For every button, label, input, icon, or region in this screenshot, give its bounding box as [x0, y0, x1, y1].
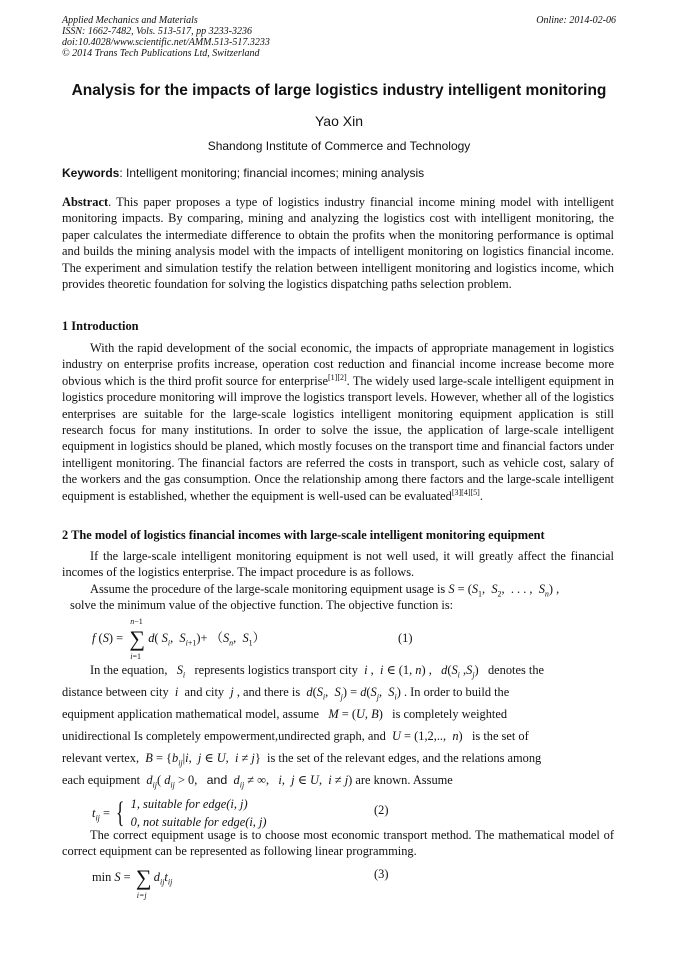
solve-line: solve the minimum value of the objective function. The objective function is: [70, 598, 454, 613]
eq2-case-2: 0, not suitable for edge(i, j) [130, 815, 267, 829]
assume-text: Assume the procedure of the large-scale monitoring equipment usage is [90, 581, 446, 596]
author-name: Yao Xin [315, 113, 363, 129]
def-text-1: In the equation, [90, 663, 168, 677]
definitions-line-1: In the equation, $S_i$ represents logistics transport city i , i ∈ (1, n) , $d(S_i$ $,S_j$) denotes the [90, 663, 545, 680]
def-text-4: distance between city [62, 685, 169, 699]
definitions-line-5: relevant vertex, $B = \{b_{ij}|i$, j ∈ U, i ≠ j} is the set of the relevant edges, and the relations among [62, 751, 542, 768]
equation-1-number: (1) [398, 631, 413, 645]
equation-1: f (S) = n−1 ∑ i=1 d( $S_i$, $S_{i+1})+ (S_n$, $S_1$） [92, 617, 266, 661]
doi-line: doi:10.4028/www.scientific.net/AMM.513-517.3233 [62, 37, 270, 48]
section-2-intro [62, 548, 614, 614]
section-2-heading: 2 The model of logistics financial incomes with large-scale intelligent monitoring equipment [62, 528, 545, 542]
abstract-text: . This paper proposes a type of logistics industry financial income mining model with intelligent monitoring impacts. By comparing, mining and analyzing the logistics cost with intelligent monitoring, the paper calculates the intermediate difference to obtain the profits when the monitoring performance is optimal and builds the mining analysis model with the impacts of intelligent monitoring on logistics financial income. The experiment and simulation testify the relation between intelligent monitoring and logistics income, which provides theoretic foundation for solving the logistics dispatching paths selection problem. [62, 195, 614, 292]
def-text-10: unidirectional Is completely empowerment,undirected graph, and [62, 729, 386, 743]
equation-3: min S = ∑ i=j $d_{ij}t_{ij}$ [92, 865, 173, 900]
def-text-12: relevant vertex, [62, 751, 140, 765]
def-text-14: each equipment [62, 773, 141, 787]
def-text-15: are known. Assume [355, 773, 453, 787]
def-and: and [206, 773, 228, 787]
intro-text-b: . The widely used large-scale intelligent equipment in logistics procedure monitoring will improve the logistics transport levels. However, whether all of the logistics enterprises are suitable for the large-scale logistics intelligent monitoring equipment application is still research focus for many institutions. In order to solve the issue, the application of large-scale intelligent equipment in logistics should be planed, which mostly focuses on the transport time and financial factors under intelligent monitoring. The financial factors are referred the costs in transport, such as vehicle cost, salary of the workers and the gas consumption. Once the relationship among there factors and the large-scale intelligent equipment is established, whether the equipment is well-used can be evaluated [62, 373, 614, 503]
definitions-line-3: equipment application mathematical model, assume M = (U, B) is completely weighted [62, 707, 508, 721]
def-text-11: is the set of [471, 729, 529, 743]
equation-2: $t_{ij}$ = { 1, suitable for edge(i, j) 0, not suitable for edge(i, j) [92, 796, 267, 829]
def-text-3: denotes the [487, 663, 545, 677]
abstract [62, 194, 614, 292]
section-1-body [62, 340, 614, 504]
eq2-case-1: 1, suitable for edge(i, j) [130, 797, 248, 811]
def-text-13: is the set of the relevant edges, and the relations among [267, 751, 542, 765]
definitions-line-4: unidirectional Is completely empowerment,undirected graph, and U = (1,2,.., n) is the set of [62, 729, 529, 743]
def-text-8: equipment application mathematical model, assume [62, 707, 320, 721]
def-text-6: , and there is [236, 685, 301, 699]
intro-text-c: . [479, 488, 483, 503]
keywords-label: Keywords [62, 166, 120, 180]
abstract-label: Abstract [62, 195, 109, 209]
affiliation: Shandong Institute of Commerce and Technology [207, 139, 471, 153]
definitions-line-2: distance between city i and city j , and there is $d(S_i$, $S_j) = d(S_j$, $S_i$) . In order to build the [62, 685, 510, 702]
section-2-para-2: Assume the procedure of the large-scale monitoring equipment usage is $S = (S_1$, $S_2$, . . . , $S_n$) , [90, 581, 560, 599]
keywords [62, 166, 622, 180]
journal-header [62, 15, 616, 59]
linear-programming-text: The correct equipment usage is to choose most economic transport method. The mathematical model of correct equipment can be represented as following linear programming. [62, 828, 614, 859]
intro-text-a: With the rapid development of the social economic, the impacts of appropriate management in logistics industry on enterprise profits increase, operation cost reduction and financial income increase become more obvious which is the third profit source for enterprise [62, 341, 614, 388]
section-1-heading: 1 Introduction [62, 319, 139, 333]
def-text-5: and city [184, 685, 225, 699]
section-2-para-1: If the large-scale intelligent monitoring equipment is not well used, it will greatly affect the financial incomes of the logistics enterprise. The impact procedure is as follows. [62, 549, 614, 580]
section-2-definitions [62, 659, 614, 791]
def-text-7: . In order to build the [403, 685, 510, 699]
issn-line: ISSN: 1662-7482, Vols. 513-517, pp 3233-3236 [62, 26, 252, 37]
def-text-2: represents logistics transport city [194, 663, 358, 677]
citation-3-4-5[interactable]: [3][4][5] [451, 487, 480, 497]
citation-1-2[interactable]: [1][2] [327, 372, 347, 382]
def-text-9: is completely weighted [392, 707, 508, 721]
keywords-text: : Intelligent monitoring; financial incomes; mining analysis [119, 166, 425, 180]
paper-title: Analysis for the impacts of large logistics industry intelligent monitoring [71, 82, 607, 99]
section-2-para-3 [62, 827, 614, 860]
copyright-line: © 2014 Trans Tech Publications Ltd, Switzerland [62, 48, 260, 59]
journal-name: Applied Mechanics and Materials [62, 15, 198, 26]
definitions-line-6: each equipment $d_{ij}$( $d_{ij} > 0$, and $d_{ij}$ ≠ ∞, i, j ∈ U, i ≠ j) are known. Assume [62, 773, 453, 790]
equation-3-number: (3) [374, 867, 389, 881]
equation-2-number: (2) [374, 803, 389, 817]
online-date: Online: 2014-02-06 [536, 15, 616, 26]
